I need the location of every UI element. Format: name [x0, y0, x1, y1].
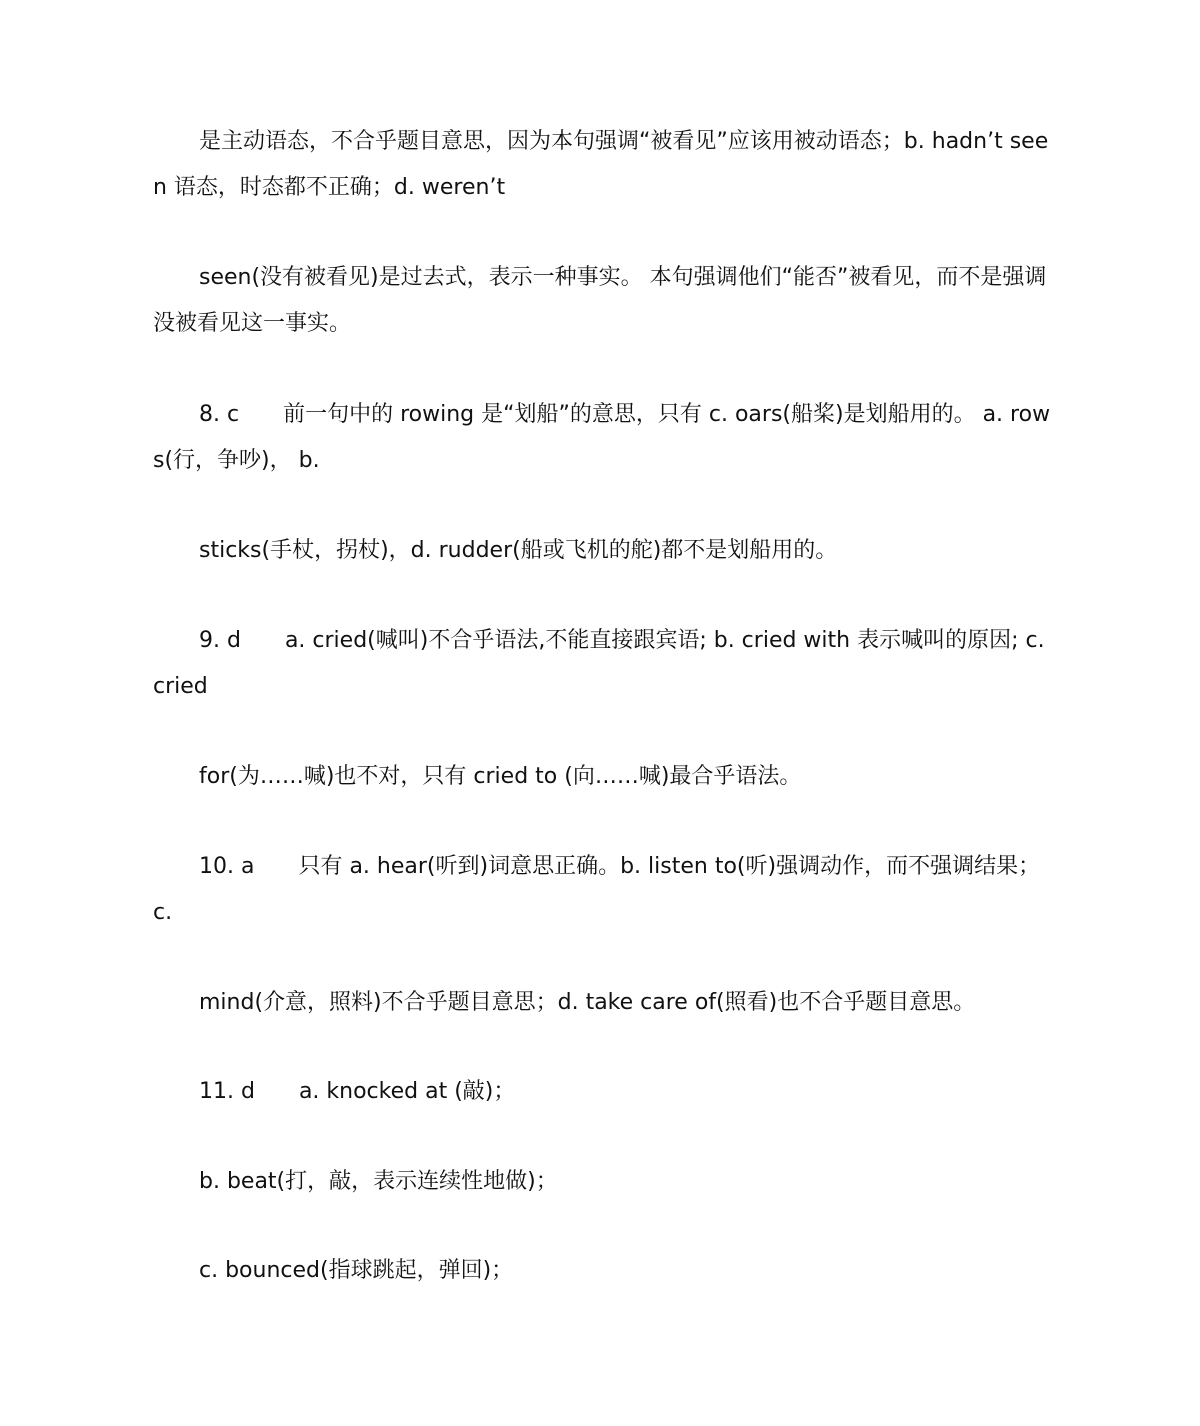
paragraph-5-question-9: 9. d a. cried(喊叫)不合乎语法,不能直接跟宾语; b. cried with 表示喊叫的原因; c. cried — [153, 628, 1045, 699]
paragraph-6: for(为……喊)也不对，只有 cried to (向……喊)最合乎语法。 — [199, 764, 802, 789]
paragraph-10: b. beat(打，敲，表示连续性地做)； — [199, 1169, 558, 1194]
paragraph-4: sticks(手杖，拐杖)，d. rudder(船或飞机的舵)都不是划船用的。 — [199, 538, 838, 563]
paragraph-1: 是主动语态，不合乎题目意思，因为本句强调“被看见”应该用被动语态；b. hadn’t seen 语态，时态都不正确；d. weren’t — [153, 129, 1049, 200]
paragraph-8: mind(介意，照料)不合乎题目意思；d. take care of(照看)也不合乎题目意思。 — [199, 990, 976, 1015]
paragraph-7-question-10: 10. a 只有 a. hear(听到)词意思正确。b. listen to(听)强调动作，而不强调结果；c. — [153, 854, 1041, 925]
paragraph-2: seen(没有被看见)是过去式，表示一种事实。 本句强调他们“能否”被看见，而不是强调没被看见这一事实。 — [153, 265, 1047, 336]
paragraph-3-question-8: 8. c 前一句中的 rowing 是“划船”的意思，只有 c. oars(船桨)是划船用的。 a. rows(行，争吵)， b. — [153, 402, 1051, 473]
paragraph-11: c. bounced(指球跳起，弹回)； — [199, 1258, 514, 1283]
paragraph-9-question-11: 11. d a. knocked at (敲)； — [199, 1079, 516, 1104]
